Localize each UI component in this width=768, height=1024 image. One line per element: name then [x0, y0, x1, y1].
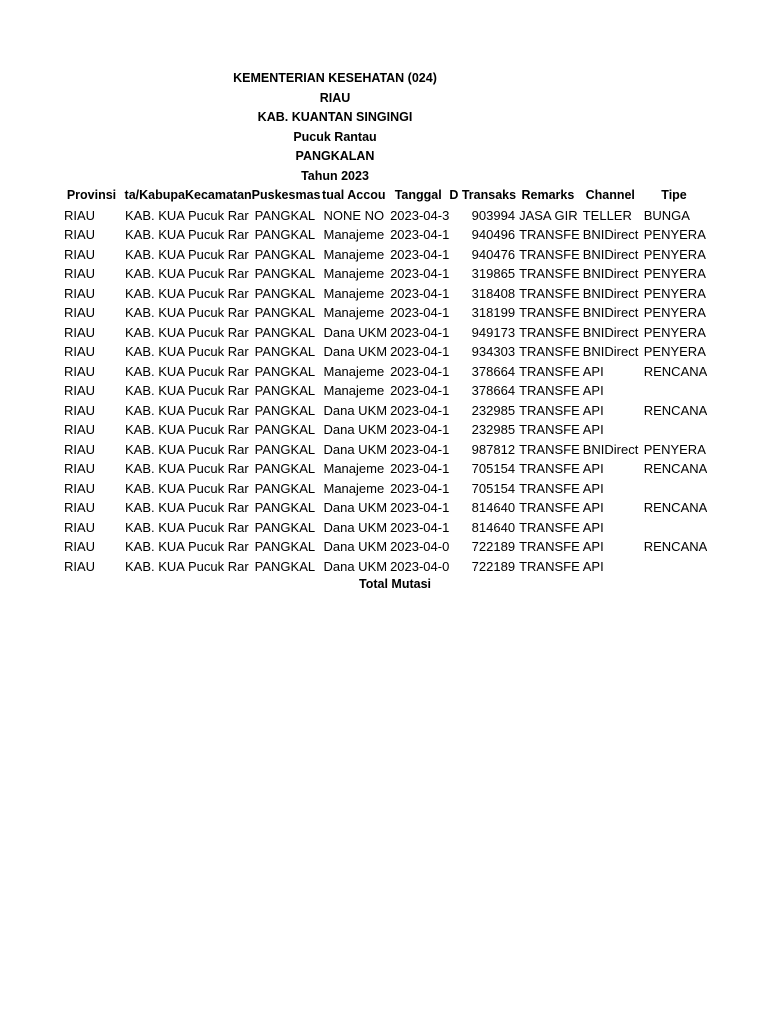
- cell-kabupaten[interactable]: KAB. KUA: [125, 422, 185, 437]
- table-row: [61, 459, 707, 479]
- cell-provinsi[interactable]: RIAU: [64, 305, 96, 320]
- cell-channel[interactable]: API: [582, 480, 604, 496]
- cell-remarks[interactable]: TRANSFE: [519, 383, 580, 398]
- cell-tanggal[interactable]: 2023-04-1: [390, 363, 450, 379]
- cell-account[interactable]: Dana UKM: [323, 344, 388, 359]
- cell-puskesmas[interactable]: PANGKAL: [254, 402, 316, 418]
- cell-kabupaten[interactable]: KAB. KUA: [125, 519, 185, 535]
- cell-tipe[interactable]: PENYERA: [643, 285, 706, 301]
- cell-tanggal[interactable]: 2023-04-3: [390, 207, 450, 223]
- col-header-puskesmas[interactable]: Puskesmas: [251, 188, 321, 202]
- cell-account[interactable]: Manajeme: [323, 305, 385, 320]
- cell-tanggal[interactable]: 2023-04-1: [390, 441, 450, 457]
- cell-puskesmas[interactable]: PANGKAL: [254, 519, 316, 535]
- cell-transaksi[interactable]: 705154: [471, 480, 516, 496]
- cell-tipe[interactable]: PENYERA: [643, 324, 706, 340]
- cell-remarks[interactable]: TRANSFE: [519, 324, 580, 340]
- cell-kecamatan[interactable]: Pucuk Rar: [187, 461, 249, 476]
- table-body: [61, 206, 707, 577]
- cell-account[interactable]: Dana UKM: [323, 539, 388, 554]
- table-row: [61, 518, 707, 538]
- cell-channel[interactable]: API: [582, 461, 604, 476]
- cell-puskesmas[interactable]: PANGKAL: [254, 422, 316, 437]
- header-district: Pucuk Rantau: [293, 129, 377, 144]
- cell-puskesmas[interactable]: PANGKAL: [254, 480, 316, 496]
- cell-tanggal[interactable]: 2023-04-1: [390, 344, 450, 359]
- cell-account[interactable]: Manajeme: [323, 363, 385, 379]
- cell-kabupaten[interactable]: KAB. KUA: [125, 227, 185, 242]
- cell-account[interactable]: Manajeme: [323, 227, 385, 242]
- cell-transaksi[interactable]: 722189: [471, 539, 516, 554]
- cell-tanggal[interactable]: 2023-04-0: [390, 558, 450, 574]
- cell-tanggal[interactable]: 2023-04-1: [390, 227, 450, 242]
- cell-puskesmas[interactable]: PANGKAL: [254, 558, 316, 574]
- cell-puskesmas[interactable]: PANGKAL: [254, 246, 316, 262]
- cell-remarks[interactable]: TRANSFE: [519, 558, 580, 574]
- cell-remarks[interactable]: TRANSFE: [519, 285, 580, 301]
- cell-puskesmas[interactable]: PANGKAL: [254, 441, 316, 457]
- cell-tanggal[interactable]: 2023-04-1: [390, 519, 450, 535]
- cell-kecamatan[interactable]: Pucuk Rar: [187, 441, 249, 457]
- cell-kecamatan[interactable]: Pucuk Rar: [187, 207, 249, 223]
- cell-channel[interactable]: API: [582, 539, 604, 554]
- col-header-tanggal[interactable]: Tanggal: [394, 188, 442, 202]
- cell-account[interactable]: Manajeme: [323, 285, 385, 301]
- col-header-kecamatan[interactable]: Kecamatan: [184, 188, 252, 202]
- cell-channel[interactable]: API: [582, 383, 604, 398]
- cell-remarks[interactable]: TRANSFE: [519, 422, 580, 437]
- cell-remarks[interactable]: TRANSFE: [519, 305, 580, 320]
- cell-transaksi[interactable]: 232985: [471, 402, 516, 418]
- cell-puskesmas[interactable]: PANGKAL: [254, 207, 316, 223]
- cell-tanggal[interactable]: 2023-04-1: [390, 266, 450, 281]
- cell-kecamatan[interactable]: Pucuk Rar: [187, 285, 249, 301]
- cell-account[interactable]: Manajeme: [323, 246, 385, 262]
- cell-channel[interactable]: API: [582, 402, 604, 418]
- cell-account[interactable]: NONE NO: [323, 207, 385, 223]
- cell-provinsi[interactable]: RIAU: [64, 344, 96, 359]
- cell-kecamatan[interactable]: Pucuk Rar: [187, 422, 249, 437]
- cell-provinsi[interactable]: RIAU: [64, 363, 96, 379]
- total-label: Total Mutasi: [359, 577, 431, 591]
- cell-kecamatan[interactable]: Pucuk Rar: [187, 305, 249, 320]
- cell-provinsi[interactable]: RIAU: [64, 480, 96, 496]
- cell-kabupaten[interactable]: KAB. KUA: [125, 558, 185, 574]
- cell-kabupaten[interactable]: KAB. KUA: [125, 461, 185, 476]
- cell-tipe[interactable]: RENCANA: [643, 461, 708, 476]
- cell-provinsi[interactable]: RIAU: [64, 500, 96, 515]
- cell-transaksi[interactable]: 940476: [471, 246, 516, 262]
- cell-transaksi[interactable]: 949173: [471, 324, 516, 340]
- cell-kabupaten[interactable]: KAB. KUA: [125, 285, 185, 301]
- cell-remarks[interactable]: TRANSFE: [519, 480, 580, 496]
- cell-kecamatan[interactable]: Pucuk Rar: [187, 324, 249, 340]
- cell-tanggal[interactable]: 2023-04-1: [390, 383, 450, 398]
- table-row: [61, 420, 707, 440]
- cell-transaksi[interactable]: 903994: [471, 207, 516, 223]
- table-row: [61, 225, 707, 245]
- cell-channel[interactable]: BNIDirect: [582, 285, 639, 301]
- cell-remarks[interactable]: TRANSFE: [519, 402, 580, 418]
- cell-kabupaten[interactable]: KAB. KUA: [125, 383, 185, 398]
- cell-channel[interactable]: API: [582, 363, 604, 379]
- table-row: [61, 537, 707, 557]
- header-ministry: KEMENTERIAN KESEHATAN (024): [233, 71, 437, 85]
- cell-kabupaten[interactable]: KAB. KUA: [125, 266, 185, 281]
- table-header-row: [61, 186, 707, 206]
- cell-tipe[interactable]: PENYERA: [643, 266, 706, 281]
- cell-transaksi[interactable]: 814640: [471, 500, 516, 515]
- cell-channel[interactable]: BNIDirect: [582, 344, 639, 359]
- cell-transaksi[interactable]: 318199: [471, 305, 516, 320]
- cell-transaksi[interactable]: 378664: [471, 363, 516, 379]
- cell-transaksi[interactable]: 378664: [471, 383, 516, 398]
- cell-kecamatan[interactable]: Pucuk Rar: [187, 246, 249, 262]
- cell-tipe[interactable]: [641, 518, 708, 538]
- cell-tipe[interactable]: [641, 557, 708, 577]
- cell-channel[interactable]: BNIDirect: [582, 266, 639, 281]
- cell-kabupaten[interactable]: KAB. KUA: [125, 305, 185, 320]
- cell-tipe[interactable]: [641, 479, 708, 499]
- cell-kabupaten[interactable]: KAB. KUA: [125, 207, 185, 223]
- cell-kecamatan[interactable]: Pucuk Rar: [187, 266, 249, 281]
- cell-kecamatan[interactable]: Pucuk Rar: [187, 558, 249, 574]
- cell-kecamatan[interactable]: Pucuk Rar: [187, 383, 249, 398]
- cell-puskesmas[interactable]: PANGKAL: [254, 285, 316, 301]
- cell-tipe[interactable]: PENYERA: [643, 246, 706, 262]
- cell-transaksi[interactable]: 232985: [471, 422, 516, 437]
- cell-remarks[interactable]: TRANSFE: [519, 461, 580, 476]
- header-regency: KAB. KUANTAN SINGINGI: [257, 110, 413, 124]
- cell-remarks[interactable]: TRANSFE: [519, 539, 580, 554]
- cell-tanggal[interactable]: 2023-04-0: [390, 539, 450, 554]
- cell-channel[interactable]: BNIDirect: [582, 441, 639, 457]
- header-puskesmas: PANGKALAN: [295, 149, 375, 163]
- header-year: Tahun 2023: [301, 168, 369, 183]
- cell-tanggal[interactable]: 2023-04-1: [390, 402, 450, 418]
- cell-kabupaten[interactable]: KAB. KUA: [125, 344, 185, 359]
- cell-puskesmas[interactable]: PANGKAL: [254, 363, 316, 379]
- cell-tanggal[interactable]: 2023-04-1: [390, 461, 450, 476]
- cell-kabupaten[interactable]: KAB. KUA: [125, 539, 185, 554]
- table-row: [61, 440, 707, 460]
- table-row: [61, 206, 707, 226]
- cell-tipe[interactable]: RENCANA: [643, 402, 708, 418]
- cell-tipe[interactable]: BUNGA: [643, 207, 690, 223]
- cell-transaksi[interactable]: 814640: [471, 519, 516, 535]
- cell-kecamatan[interactable]: Pucuk Rar: [187, 519, 249, 535]
- report-header: [0, 69, 768, 186]
- cell-account[interactable]: Dana UKM: [323, 519, 388, 535]
- cell-transaksi[interactable]: 318408: [471, 285, 516, 301]
- cell-kabupaten[interactable]: KAB. KUA: [125, 480, 185, 496]
- cell-puskesmas[interactable]: PANGKAL: [254, 227, 316, 242]
- cell-provinsi[interactable]: RIAU: [64, 227, 96, 242]
- cell-kecamatan[interactable]: Pucuk Rar: [187, 480, 249, 496]
- cell-transaksi[interactable]: 987812: [471, 441, 516, 457]
- cell-provinsi[interactable]: RIAU: [64, 266, 96, 281]
- cell-transaksi[interactable]: 705154: [471, 461, 516, 476]
- cell-account[interactable]: Manajeme: [323, 383, 385, 398]
- table-row: [61, 498, 707, 518]
- cell-account[interactable]: Manajeme: [323, 461, 385, 476]
- cell-provinsi[interactable]: RIAU: [64, 324, 96, 340]
- col-header-channel[interactable]: Channel: [585, 188, 635, 202]
- cell-channel[interactable]: API: [582, 422, 604, 437]
- cell-remarks[interactable]: TRANSFE: [519, 363, 580, 379]
- cell-provinsi[interactable]: RIAU: [64, 441, 96, 457]
- cell-tipe[interactable]: RENCANA: [643, 363, 708, 379]
- cell-puskesmas[interactable]: PANGKAL: [254, 500, 316, 515]
- cell-channel[interactable]: API: [582, 558, 604, 574]
- cell-account[interactable]: Dana UKM: [323, 441, 388, 457]
- cell-provinsi[interactable]: RIAU: [64, 519, 96, 535]
- cell-provinsi[interactable]: RIAU: [64, 246, 96, 262]
- table-row: [61, 323, 707, 343]
- table-row: [61, 303, 707, 323]
- cell-puskesmas[interactable]: PANGKAL: [254, 305, 316, 320]
- cell-kabupaten[interactable]: KAB. KUA: [125, 363, 185, 379]
- cell-kabupaten[interactable]: KAB. KUA: [125, 441, 185, 457]
- cell-tanggal[interactable]: 2023-04-1: [390, 246, 450, 262]
- cell-kabupaten[interactable]: KAB. KUA: [125, 402, 185, 418]
- cell-tanggal[interactable]: 2023-04-1: [390, 324, 450, 340]
- cell-provinsi[interactable]: RIAU: [64, 422, 96, 437]
- mutation-table: [61, 186, 707, 576]
- cell-provinsi[interactable]: RIAU: [64, 207, 96, 223]
- cell-channel[interactable]: BNIDirect: [582, 246, 639, 262]
- cell-tipe[interactable]: [641, 420, 708, 440]
- cell-puskesmas[interactable]: PANGKAL: [254, 266, 316, 281]
- cell-channel[interactable]: TELLER: [582, 207, 632, 223]
- cell-account[interactable]: Dana UKM: [323, 422, 388, 437]
- cell-remarks[interactable]: TRANSFE: [519, 266, 580, 281]
- table-row: [61, 557, 707, 577]
- table-row: [61, 401, 707, 421]
- col-header-transaksi[interactable]: D Transaks: [449, 188, 517, 202]
- cell-provinsi[interactable]: RIAU: [64, 461, 96, 476]
- cell-remarks[interactable]: TRANSFE: [519, 227, 580, 242]
- cell-account[interactable]: Manajeme: [323, 266, 385, 281]
- cell-channel[interactable]: BNIDirect: [582, 305, 639, 320]
- table-row: [61, 342, 707, 362]
- cell-kabupaten[interactable]: KAB. KUA: [125, 246, 185, 262]
- cell-channel[interactable]: API: [582, 519, 604, 535]
- cell-provinsi[interactable]: RIAU: [64, 383, 96, 398]
- cell-tanggal[interactable]: 2023-04-1: [390, 285, 450, 301]
- cell-remarks[interactable]: TRANSFE: [519, 441, 580, 457]
- cell-kecamatan[interactable]: Pucuk Rar: [187, 539, 249, 554]
- cell-provinsi[interactable]: RIAU: [64, 539, 96, 554]
- cell-puskesmas[interactable]: PANGKAL: [254, 461, 316, 476]
- cell-transaksi[interactable]: 319865: [471, 266, 516, 281]
- cell-kabupaten[interactable]: KAB. KUA: [125, 500, 185, 515]
- cell-remarks[interactable]: TRANSFE: [519, 344, 580, 359]
- header-province: RIAU: [319, 90, 351, 105]
- cell-kecamatan[interactable]: Pucuk Rar: [187, 227, 249, 242]
- cell-provinsi[interactable]: RIAU: [64, 558, 96, 574]
- cell-account[interactable]: Dana UKM: [323, 558, 388, 574]
- cell-channel[interactable]: BNIDirect: [582, 227, 639, 242]
- cell-channel[interactable]: API: [582, 500, 604, 515]
- cell-tipe[interactable]: PENYERA: [643, 305, 706, 320]
- col-header-provinsi[interactable]: Provinsi: [66, 188, 117, 202]
- cell-kecamatan[interactable]: Pucuk Rar: [187, 402, 249, 418]
- cell-tipe[interactable]: PENYERA: [643, 344, 706, 359]
- cell-puskesmas[interactable]: PANGKAL: [254, 344, 316, 359]
- cell-provinsi[interactable]: RIAU: [64, 402, 96, 418]
- cell-puskesmas[interactable]: PANGKAL: [254, 539, 316, 554]
- col-header-tipe[interactable]: Tipe: [661, 188, 687, 202]
- cell-transaksi[interactable]: 934303: [471, 344, 516, 359]
- table-row: [61, 245, 707, 265]
- cell-tipe[interactable]: RENCANA: [643, 500, 708, 515]
- total-row: [0, 575, 768, 595]
- cell-puskesmas[interactable]: PANGKAL: [254, 324, 316, 340]
- table-row: [61, 362, 707, 382]
- cell-tanggal[interactable]: 2023-04-1: [390, 422, 450, 437]
- cell-account[interactable]: Dana UKM: [323, 402, 388, 418]
- cell-provinsi[interactable]: RIAU: [64, 285, 96, 301]
- cell-tipe[interactable]: PENYERA: [643, 441, 706, 457]
- cell-kecamatan[interactable]: Pucuk Rar: [187, 363, 249, 379]
- table-row: [61, 381, 707, 401]
- cell-kabupaten[interactable]: KAB. KUA: [125, 324, 185, 340]
- col-header-remarks[interactable]: Remarks: [521, 188, 575, 202]
- col-header-account[interactable]: tual Accou: [322, 188, 386, 202]
- cell-account[interactable]: Manajeme: [323, 480, 385, 496]
- cell-account[interactable]: Dana UKM: [323, 500, 388, 515]
- cell-remarks[interactable]: TRANSFE: [519, 500, 580, 515]
- cell-tipe[interactable]: RENCANA: [643, 539, 708, 554]
- cell-channel[interactable]: BNIDirect: [582, 324, 639, 340]
- cell-account[interactable]: Dana UKM: [323, 324, 388, 340]
- cell-remarks[interactable]: TRANSFE: [519, 519, 580, 535]
- col-header-kabupaten[interactable]: ta/Kabupa: [124, 188, 185, 202]
- cell-tanggal[interactable]: 2023-04-1: [390, 500, 450, 515]
- cell-tanggal[interactable]: 2023-04-1: [390, 305, 450, 320]
- cell-tipe[interactable]: [641, 381, 708, 401]
- table-row: [61, 264, 707, 284]
- spreadsheet-page: [0, 69, 768, 591]
- cell-kecamatan[interactable]: Pucuk Rar: [187, 344, 249, 359]
- cell-remarks[interactable]: TRANSFE: [519, 246, 580, 262]
- cell-remarks[interactable]: JASA GIR: [519, 207, 578, 223]
- table-row: [61, 284, 707, 304]
- cell-tipe[interactable]: PENYERA: [643, 227, 706, 242]
- cell-transaksi[interactable]: 940496: [471, 227, 516, 242]
- cell-puskesmas[interactable]: PANGKAL: [254, 383, 316, 398]
- cell-tanggal[interactable]: 2023-04-1: [390, 480, 450, 496]
- cell-transaksi[interactable]: 722189: [471, 558, 516, 574]
- table-row: [61, 479, 707, 499]
- cell-kecamatan[interactable]: Pucuk Rar: [187, 500, 249, 515]
